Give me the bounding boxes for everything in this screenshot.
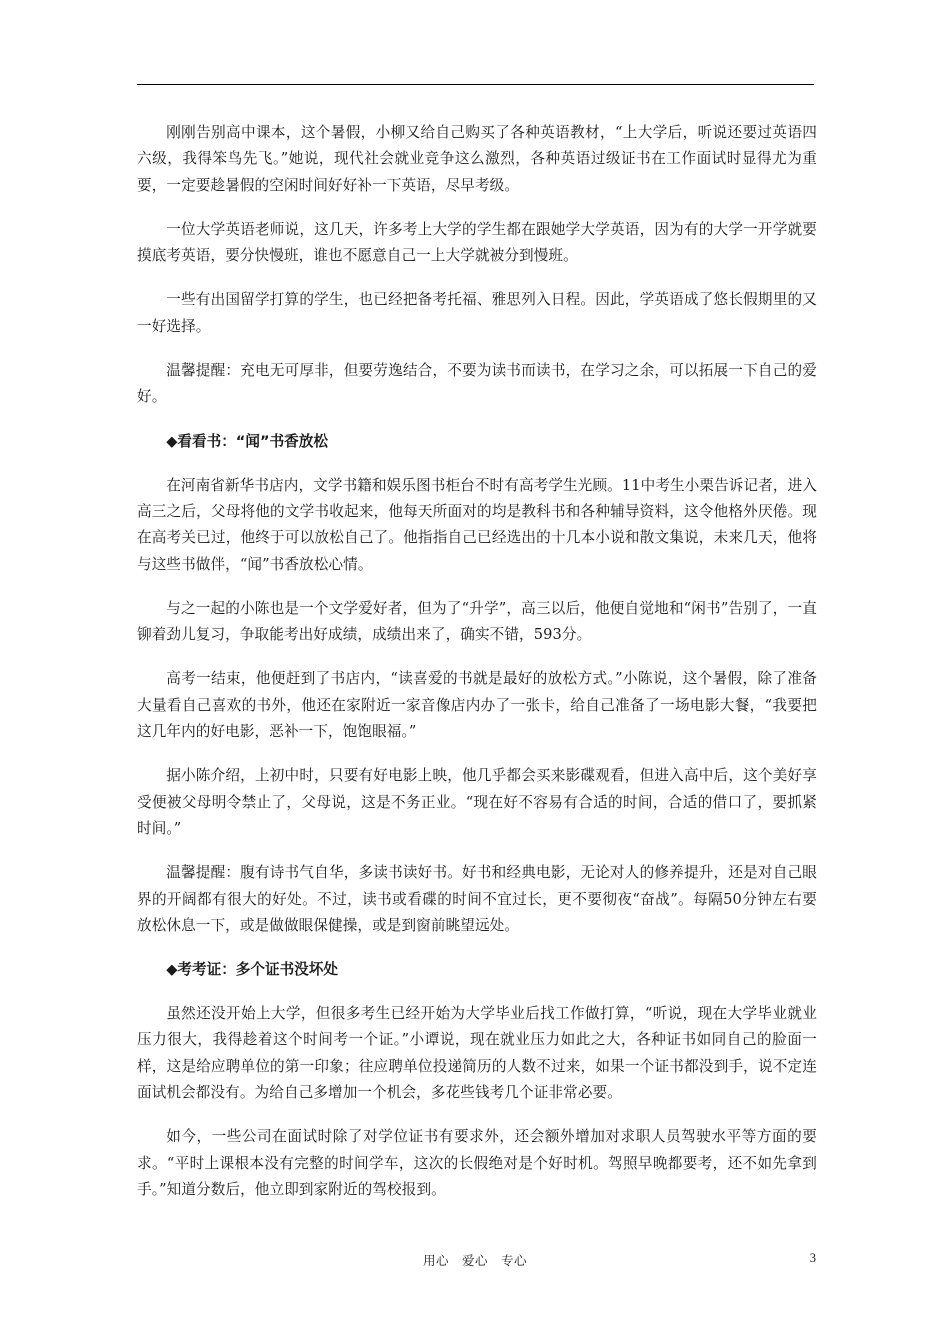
paragraph: 刚刚告别高中课本，这个暑假，小柳又给自己购买了各种英语教材，“上大学后，听说还要过英语四六级，我得笨鸟先飞。”她说，现代社会就业竞争这么激烈，各种英语过级证书在工作面试时显得尤为重要，一定要趁暑假的空闲时间好好补一下英语，尽早考级。: [137, 124, 817, 194]
paragraph: 虽然还没开始上大学，但很多考生已经开始为大学毕业后找工作做打算，“听说，现在大学毕业就业压力很大，我得趁着这个时间考一个证。”小谭说，现在就业压力如此之大，各种证书如同自己的脸面一样，这是给应聘单位的第一印象；往应聘单位投递简历的人数不过来，如果一个证书都没到手，说不定连面试机会都没有。为给自己多增加一个机会，多花些钱考几个证非常必要。: [137, 1005, 817, 1102]
section-heading-reading: ◆看看书：“闻”书香放松: [166, 432, 328, 450]
header-rule: [137, 84, 814, 85]
tip-paragraph: 温馨提醒：充电无可厚非，但要劳逸结合，不要为读书而读书，在学习之余，可以拓展一下自己的爱好。: [137, 362, 817, 406]
paragraph: 高考一结束，他便赶到了书店内，“读喜爱的书就是最好的放松方式。”小陈说，这个暑假，除了准备大量看自己喜欢的书外，他还在家附近一家音像店内办了一张卡，给自己准备了一场电影大餐，“我要把这几年内的好电影，恶补一下，饱饱眼福。”: [137, 670, 817, 741]
paragraph: 与之一起的小陈也是一个文学爱好者，但为了“升学”，高三以后，他便自觉地和“闲书”告别了，一直铆着劲儿复习，争取能考出好成绩，成绩出来了，确实不错，593分。: [137, 599, 817, 644]
document-body: [137, 120, 817, 1221]
paragraph: 一位大学英语老师说，这几天，许多考上大学的学生都在跟她学大学英语，因为有的大学一开学就要摸底考英语，要分快慢班，谁也不愿意自己一上大学就被分到慢班。: [137, 220, 817, 265]
paragraph: 如今，一些公司在面试时除了对学位证书有要求外，还会额外增加对求职人员驾驶水平等方面的要求。“平时上课根本没有完整的时间学车，这次的长假绝对是个好时机。驾照早晚都要考，还不如先拿到手。”知道分数后，他立即到家附近的驾校报到。: [137, 1128, 817, 1198]
section-heading-certificates: ◆考考证：多个证书没坏处: [166, 961, 338, 979]
paragraph: 一些有出国留学打算的学生，也已经把备考托福、雅思列入日程。因此，学英语成了悠长假期里的又一好选择。: [137, 291, 817, 335]
paragraph: 据小陈介绍，上初中时，只要有好电影上映，他几乎都会买来影碟观看，但进入高中后，这个美好享受便被父母明令禁止了，父母说，这是不务正业。“现在好不容易有合适的时间，合适的借口了，要抓紧时间。”: [137, 767, 817, 837]
footer-motto: 用心 爱心 专心: [422, 1253, 527, 1268]
page-number: 3: [809, 1251, 816, 1265]
tip-paragraph: 温馨提醒：腹有诗书气自华，多读书读好书。好书和经典电影，无论对人的修养提升，还是对自己眼界的开阔都有很大的好处。不过，读书或看碟的时间不宜过长，更不要彻夜“奋战”。每隔50分钟左右要放松休息一下，或是做做眼保健操，或是到窗前眺望远处。: [137, 864, 817, 934]
paragraph: 在河南省新华书店内，文学书籍和娱乐图书柜台不时有高考学生光顾。11中考生小栗告诉记者，进入高三之后，父母将他的文学书收起来，他每天所面对的均是教科书和各种辅导资料，这令他格外厌倦。现在高考关已过，他终于可以放松自己了。他指指自己已经选出的十几本小说和散文集说，未来几天，他将与这些书做伴，“闻”书香放松心情。: [137, 476, 817, 573]
